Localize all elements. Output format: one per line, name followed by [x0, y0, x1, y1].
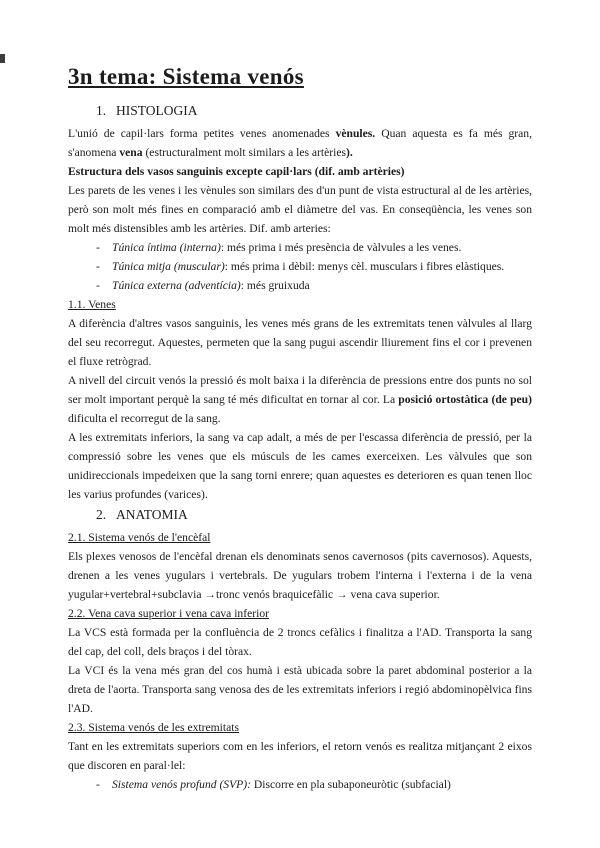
- dash-bullet: -: [96, 241, 100, 254]
- heading-number: 1.: [96, 103, 107, 118]
- list-item-text: [112, 775, 451, 794]
- dash-bullet: -: [96, 260, 100, 273]
- subheading-venes: 1.1. Venes: [68, 298, 116, 311]
- paragraph-plexes-venosos: Els plexes venosos de l'encèfal drenan els denominats senos cavernosos (pits cavernosos). Aquests, drenen a les venes yugulars i vertebrals. De yugulars trobem l'interna i l'externa i de la vena yugular+vertebral+subclavia →tronc venós braquicefàlic → vena cava superior.: [68, 550, 532, 601]
- text-run-bold: vena: [119, 146, 143, 159]
- text-run-italic: Túnica mitja (muscular): [112, 260, 225, 273]
- text-run: : més prima i dèbil: menys cèl. musculars i fibres elàstiques.: [224, 260, 505, 273]
- document-title: 3n tema: Sistema venós: [68, 64, 304, 89]
- text-run: A nivell del circuit venós la pressió és molt baixa i la diferència de pressions entre dos punts no sol ser molt important perquè la sang té més dificultat en tornar al cor. La: [68, 374, 532, 406]
- paragraph-parets-venes: Les parets de les venes i les vènules son similars des d'un punt de vista estructural al de les artèries, però son molt més fines en comparació amb el diàmetre del vas. En conseqüència, les venes son molt més distensibles amb les artèries. Dif. amb arteries:: [68, 184, 532, 235]
- text-run: L'unió de capil·lars forma petites venes anomenades: [68, 127, 336, 140]
- text-run: dificulta el recorregut de la sang.: [68, 412, 221, 425]
- text-run-bold: ).: [346, 146, 353, 159]
- list-item-svp: [68, 775, 532, 794]
- heading-number: 2.: [96, 507, 107, 522]
- subheading-sistema-venos-extremitats: 2.3. Sistema venós de les extremitats: [68, 721, 239, 734]
- paragraph-extremitats-inferiors: A les extremitats inferiors, la sang va cap adalt, a més de per l'escassa diferència de pressió, per la compressió sobre les venes que els músculs de les cames exerceixen. Les vàlvules que son unidireccionals impedeixen que la sang torni enrere; quan aquestes es deterioren es quan tenen lloc les varius profundes (varices).: [68, 431, 532, 501]
- list-item-text: [112, 276, 310, 295]
- paragraph-venules: [68, 124, 532, 162]
- text-run: : més prima i més presència de vàlvules a les venes.: [220, 241, 462, 254]
- text-run-italic: Túnica íntima (interna): [112, 241, 221, 254]
- text-run-bold: vènules.: [335, 127, 376, 140]
- list-item-text: [112, 238, 461, 257]
- paragraph-vcs: La VCS està formada per la confluència de 2 troncs cefàlics i finalitza a l'AD. Transporta la sang del cap, del coll, dels braços i del tòrax.: [68, 626, 532, 658]
- text-run: Quan aquesta es fa més gran, s'anomena: [68, 127, 533, 159]
- text-run: Discorre en pla subaponeuròtic (subfacial): [251, 778, 451, 791]
- document-content: [68, 64, 532, 794]
- text-run-bold: posició ortostàtica (de peu): [398, 393, 532, 406]
- list-item-tunica-mitja: [68, 257, 532, 276]
- page-edge-artifact: [0, 54, 5, 63]
- paragraph-retorn-venos: Tant en les extremitats superiors com en les inferiors, el retorn venós es realitza mitjançant 2 eixos que discoren en paral·lel:: [68, 740, 532, 772]
- dash-bullet: -: [96, 778, 100, 791]
- heading-histologia: [96, 103, 532, 119]
- subheading-sistema-venos-encefal: 2.1. Sistema venós de l'encèfal: [68, 531, 211, 544]
- paragraph-vci: La VCI és la vena més gran del cos humà i està ubicada sobre la paret abdominal posterior a la dreta de l'aorta. Transporta sang venosa des de les extremitats inferiors i regió abdominopèlvica fins l'AD.: [68, 664, 532, 715]
- text-run-italic: Sistema venós profund (SVP):: [112, 778, 251, 791]
- paragraph-valvules: A diferència d'altres vasos sanguinis, les venes més grans de les extremitats tenen vàlvules al llarg del seu recorregut. Aquestes, permeten que la sang pugui ascendir lliurement fins el cor i prevenen el fluxe retrògrad.: [68, 317, 532, 368]
- list-item-tunica-externa: [68, 276, 532, 295]
- paragraph-pressio: [68, 371, 532, 428]
- heading-label: ANATOMIA: [116, 507, 188, 522]
- svp-list: [68, 775, 532, 794]
- bold-heading-estructura: Estructura dels vasos sanguinis excepte capil·lars (dif. amb artèries): [68, 165, 405, 178]
- text-run: : més gruixuda: [240, 279, 310, 292]
- subheading-vena-cava: 2.2. Vena cava superior i vena cava inferior: [68, 607, 269, 620]
- tunica-list: [68, 238, 532, 295]
- list-item-text: [112, 257, 504, 276]
- heading-anatomia: [96, 507, 532, 523]
- heading-label: HISTOLOGIA: [116, 103, 198, 118]
- text-run-italic: Túnica externa (adventícia): [112, 279, 241, 292]
- text-run: (estructuralment molt similars a les artèries: [142, 146, 347, 159]
- dash-bullet: -: [96, 279, 100, 292]
- list-item-tunica-intima: [68, 238, 532, 257]
